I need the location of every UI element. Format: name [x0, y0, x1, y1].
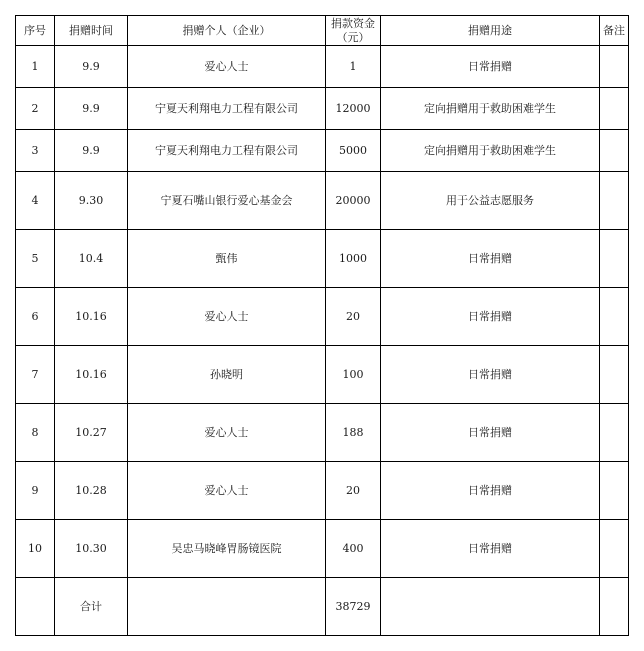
cell-notes	[600, 462, 629, 520]
cell-notes	[600, 172, 629, 230]
cell-amount: 20000	[326, 172, 381, 230]
cell-purpose: 日常捐赠	[381, 46, 600, 88]
cell-index: 8	[16, 404, 55, 462]
cell-amount: 100	[326, 346, 381, 404]
cell-purpose: 日常捐赠	[381, 462, 600, 520]
header-amount-line2: （元）	[336, 30, 370, 44]
cell-date: 10.16	[55, 288, 128, 346]
cell-index: 7	[16, 346, 55, 404]
cell-index: 1	[16, 46, 55, 88]
cell-date: 9.9	[55, 46, 128, 88]
table-row	[16, 230, 629, 288]
cell-amount: 400	[326, 520, 381, 578]
cell-date: 10.4	[55, 230, 128, 288]
table-row	[16, 346, 629, 404]
cell-notes	[600, 288, 629, 346]
cell-notes	[600, 404, 629, 462]
cell-purpose: 用于公益志愿服务	[381, 172, 600, 230]
cell-index: 5	[16, 230, 55, 288]
cell-purpose: 日常捐赠	[381, 230, 600, 288]
cell-donor: 吴忠马晓峰胃肠镜医院	[128, 520, 326, 578]
header-amount	[326, 16, 381, 46]
cell-donor: 爱心人士	[128, 46, 326, 88]
table-row	[16, 404, 629, 462]
cell-notes	[600, 346, 629, 404]
cell-notes	[600, 46, 629, 88]
header-donor: 捐赠个人（企业）	[128, 16, 326, 46]
total-label: 合计	[55, 578, 128, 636]
cell-donor: 爱心人士	[128, 404, 326, 462]
cell-donor: 宁夏天利翔电力工程有限公司	[128, 88, 326, 130]
cell-donor: 爱心人士	[128, 462, 326, 520]
cell-index: 3	[16, 130, 55, 172]
cell-date: 9.9	[55, 130, 128, 172]
cell-index: 9	[16, 462, 55, 520]
cell-notes	[600, 520, 629, 578]
cell-purpose: 日常捐赠	[381, 346, 600, 404]
table-row	[16, 172, 629, 230]
table-row	[16, 130, 629, 172]
cell-index: 4	[16, 172, 55, 230]
cell-donor: 甄伟	[128, 230, 326, 288]
cell-index: 2	[16, 88, 55, 130]
cell-notes	[600, 88, 629, 130]
cell-donor: 宁夏天利翔电力工程有限公司	[128, 130, 326, 172]
cell-amount: 20	[326, 462, 381, 520]
header-amount-line1: 捐款资金	[331, 16, 375, 30]
table-row	[16, 288, 629, 346]
header-purpose: 捐赠用途	[381, 16, 600, 46]
header-notes: 备注	[600, 16, 629, 46]
cell-purpose: 日常捐赠	[381, 404, 600, 462]
cell-date: 10.27	[55, 404, 128, 462]
total-purpose-cell	[381, 578, 600, 636]
cell-donor: 孙晓明	[128, 346, 326, 404]
cell-date: 10.16	[55, 346, 128, 404]
cell-purpose: 日常捐赠	[381, 288, 600, 346]
cell-amount: 188	[326, 404, 381, 462]
cell-index: 10	[16, 520, 55, 578]
header-date: 捐赠时间	[55, 16, 128, 46]
total-notes-cell	[600, 578, 629, 636]
cell-amount: 1000	[326, 230, 381, 288]
cell-purpose: 定向捐赠用于救助困难学生	[381, 88, 600, 130]
cell-notes	[600, 130, 629, 172]
table-row	[16, 46, 629, 88]
header-index: 序号	[16, 16, 55, 46]
cell-date: 10.30	[55, 520, 128, 578]
total-amount: 38729	[326, 578, 381, 636]
table-row	[16, 88, 629, 130]
cell-amount: 20	[326, 288, 381, 346]
cell-date: 9.30	[55, 172, 128, 230]
cell-date: 10.28	[55, 462, 128, 520]
table-row	[16, 520, 629, 578]
cell-purpose: 日常捐赠	[381, 520, 600, 578]
table-row	[16, 462, 629, 520]
total-row	[16, 578, 629, 636]
cell-amount: 12000	[326, 88, 381, 130]
cell-index: 6	[16, 288, 55, 346]
cell-amount: 1	[326, 46, 381, 88]
cell-notes	[600, 230, 629, 288]
cell-donor: 宁夏石嘴山银行爱心基金会	[128, 172, 326, 230]
cell-donor: 爱心人士	[128, 288, 326, 346]
total-donor-cell	[128, 578, 326, 636]
cell-amount: 5000	[326, 130, 381, 172]
total-index-cell	[16, 578, 55, 636]
cell-purpose: 定向捐赠用于救助困难学生	[381, 130, 600, 172]
donation-table	[15, 15, 629, 636]
header-row	[16, 16, 629, 46]
cell-date: 9.9	[55, 88, 128, 130]
